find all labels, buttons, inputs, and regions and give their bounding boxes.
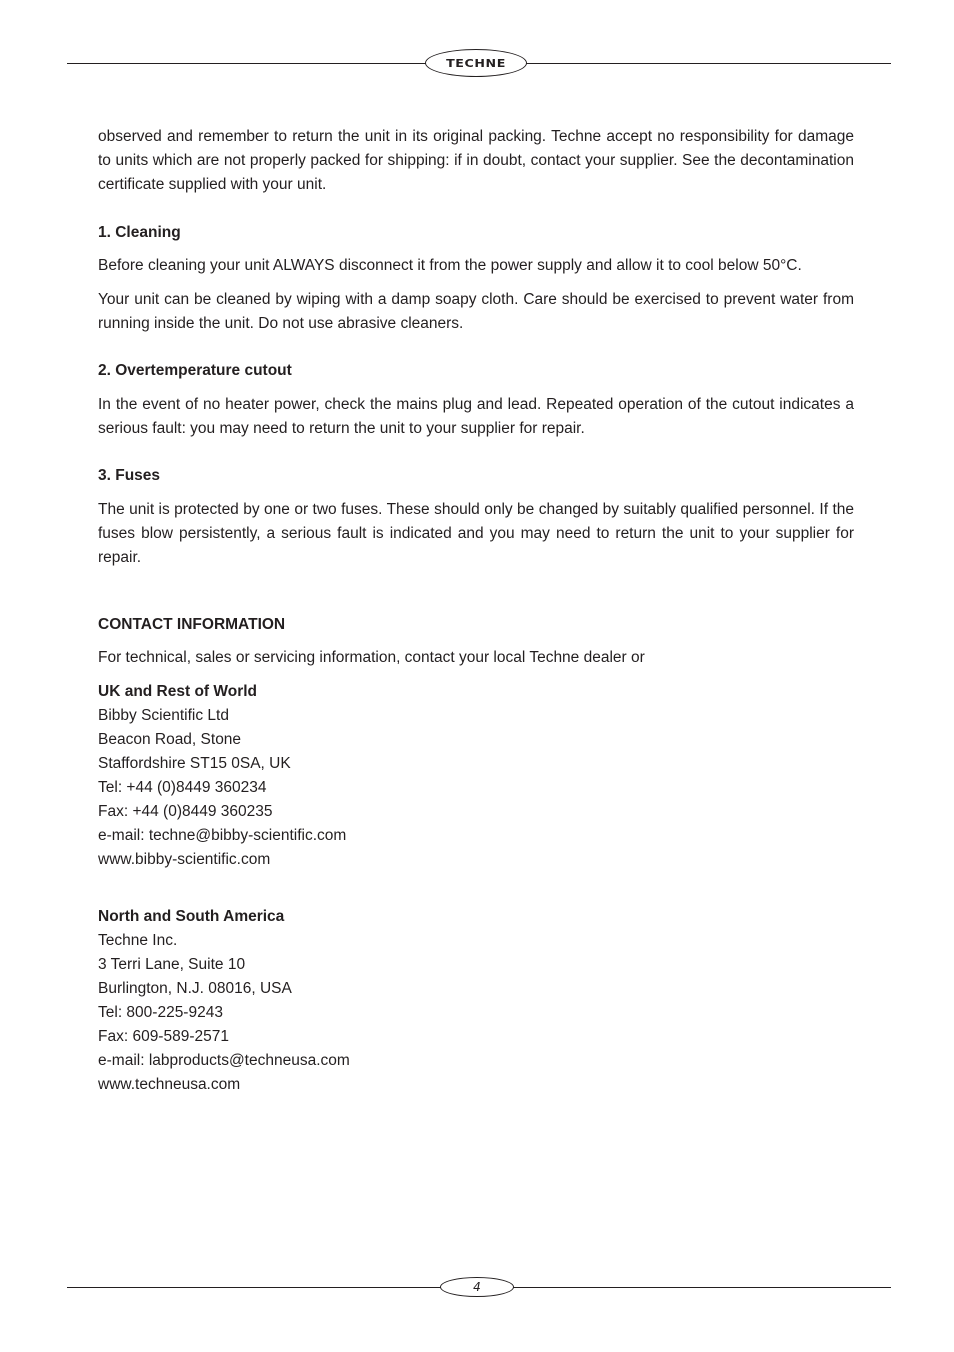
contact-americas-company: Techne Inc. <box>98 932 178 949</box>
contact-americas-website[interactable]: www.techneusa.com <box>98 1076 241 1093</box>
contact-americas-region: Burlington, N.J. 08016, USA <box>98 980 292 997</box>
contact-uk-company: Bibby Scientific Ltd <box>98 707 229 724</box>
contact-americas-email[interactable]: e-mail: labproducts@techneusa.com <box>98 1052 350 1069</box>
footer-rule-left <box>67 1287 441 1288</box>
techne-logo <box>425 49 527 77</box>
contact-americas-street: 3 Terri Lane, Suite 10 <box>98 956 246 973</box>
overtemperature-paragraph: In the event of no heater power, check the mains plug and lead. Repeated operation of the cutout indicates a serious fault: you may need to return the unit to your supplier for repair. <box>98 396 854 437</box>
contact-americas-title: North and South America <box>98 908 285 925</box>
logo-text: TECHNE <box>446 56 506 70</box>
contact-uk-fax: Fax: +44 (0)8449 360235 <box>98 803 273 820</box>
contact-uk-email[interactable]: e-mail: techne@bibby-scientific.com <box>98 827 347 844</box>
section-heading-fuses: 3. Fuses <box>98 467 161 484</box>
contact-intro: For technical, sales or servicing information, contact your local Techne dealer or <box>98 649 645 666</box>
cleaning-paragraph-2: Your unit can be cleaned by wiping with a damp soapy cloth. Care should be exercised to prevent water from running inside the unit. Do not use abrasive cleaners. <box>98 291 854 332</box>
contact-americas-fax: Fax: 609-589-2571 <box>98 1028 229 1045</box>
contact-uk-tel: Tel: +44 (0)8449 360234 <box>98 779 267 796</box>
contact-uk-block <box>98 680 854 872</box>
page-number: 4 <box>440 1277 514 1297</box>
cleaning-paragraph-1: Before cleaning your unit ALWAYS disconnect it from the power supply and allow it to cool below 50°C. <box>98 257 802 274</box>
page-content <box>98 125 854 1097</box>
intro-paragraph: observed and remember to return the unit in its original packing. Techne accept no responsibility for damage to units which are not properly packed for shipping: if in doubt, contact your supplier. See the decontamination certificate supplied with your unit. <box>98 128 854 193</box>
contact-americas-block <box>98 905 854 1097</box>
contact-uk-region: Staffordshire ST15 0SA, UK <box>98 755 291 772</box>
contact-uk-street: Beacon Road, Stone <box>98 731 242 748</box>
contact-uk-website[interactable]: www.bibby-scientific.com <box>98 851 271 868</box>
contact-americas-tel: Tel: 800-225-9243 <box>98 1004 223 1021</box>
header-rule-right <box>525 63 891 64</box>
header-rule-left <box>67 63 427 64</box>
fuses-paragraph: The unit is protected by one or two fuses. These should only be changed by suitably qualified personnel. If the fuses blow persistently, a serious fault is indicated and you may need to return the unit to your supplier for repair. <box>98 501 854 566</box>
section-heading-overtemperature: 2. Overtemperature cutout <box>98 362 292 379</box>
contact-uk-title: UK and Rest of World <box>98 683 258 700</box>
section-heading-cleaning: 1. Cleaning <box>98 224 181 241</box>
footer-rule-right <box>513 1287 891 1288</box>
contact-heading: CONTACT INFORMATION <box>98 616 286 633</box>
